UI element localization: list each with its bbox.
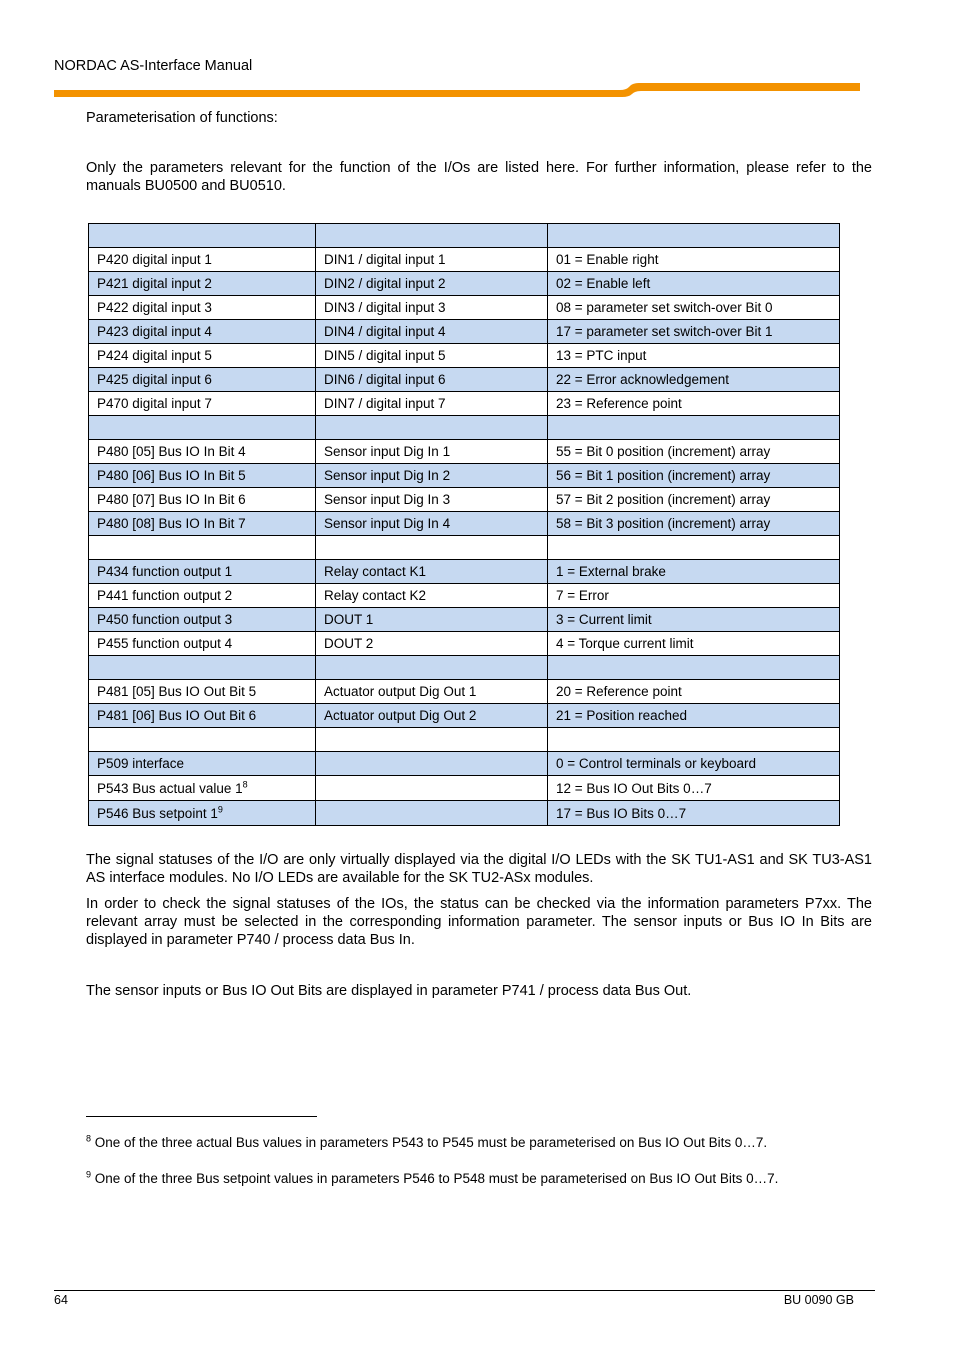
- cell-text: 12 = Bus IO Out Bits 0…7: [556, 780, 712, 796]
- table-row: [89, 656, 840, 680]
- page-number: 64: [54, 1293, 68, 1307]
- parameter-cell: [89, 560, 316, 584]
- table-row: [89, 704, 840, 728]
- table-row: [89, 392, 840, 416]
- setting-cell: [548, 440, 840, 464]
- bus-out-paragraph: The sensor inputs or Bus IO Out Bits are displayed in parameter P741 / process data Bus Out.: [86, 983, 692, 999]
- function-cell: [316, 608, 548, 632]
- parameter-cell: [89, 728, 316, 752]
- function-cell: [316, 488, 548, 512]
- parameter-cell: [89, 296, 316, 320]
- footnote-reference: 9: [217, 804, 223, 814]
- function-cell: [316, 584, 548, 608]
- parameter-cell: [89, 801, 316, 826]
- footnote-mark: 9: [86, 1169, 92, 1180]
- function-cell: [316, 632, 548, 656]
- function-cell: [316, 296, 548, 320]
- parameter-cell: [89, 656, 316, 680]
- cell-text: Actuator output Dig Out 1: [324, 684, 477, 699]
- table-row: [89, 584, 840, 608]
- setting-cell: [548, 536, 840, 560]
- cell-text: P480 [05] Bus IO In Bit 4: [97, 444, 246, 459]
- function-cell: [316, 512, 548, 536]
- parameter-cell: [89, 224, 316, 248]
- function-cell: [316, 272, 548, 296]
- cell-text: 56 = Bit 1 position (increment) array: [556, 468, 771, 483]
- cell-text: DIN7 / digital input 7: [324, 396, 446, 411]
- parameter-cell: [89, 272, 316, 296]
- parameter-cell: [89, 368, 316, 392]
- cell-text: 1 = External brake: [556, 564, 666, 579]
- table-row: [89, 368, 840, 392]
- cell-text: DOUT 1: [324, 612, 374, 627]
- table-row: [89, 416, 840, 440]
- cell-text: DIN5 / digital input 5: [324, 348, 446, 363]
- cell-text: P420 digital input 1: [97, 252, 212, 267]
- setting-cell: [548, 272, 840, 296]
- setting-cell: [548, 296, 840, 320]
- setting-cell: [548, 392, 840, 416]
- parameter-cell: [89, 488, 316, 512]
- table-row: [89, 680, 840, 704]
- cell-text: P441 function output 2: [97, 588, 233, 603]
- cell-text: P425 digital input 6: [97, 372, 212, 387]
- cell-text: 02 = Enable left: [556, 276, 651, 291]
- cell-text: P434 function output 1: [97, 564, 233, 579]
- parameter-cell: [89, 608, 316, 632]
- function-cell: [316, 224, 548, 248]
- table-row: [89, 320, 840, 344]
- function-cell: [316, 728, 548, 752]
- cell-text: Sensor input Dig In 1: [324, 444, 451, 459]
- cell-text: 7 = Error: [556, 588, 609, 603]
- parameter-cell: [89, 752, 316, 776]
- function-cell: [316, 801, 548, 826]
- setting-cell: [548, 560, 840, 584]
- parameter-cell: [89, 392, 316, 416]
- cell-text: P481 [06] Bus IO Out Bit 6: [97, 708, 257, 723]
- table-row: [89, 272, 840, 296]
- cell-text: DIN3 / digital input 3: [324, 300, 446, 315]
- cell-text: Actuator output Dig Out 2: [324, 708, 477, 723]
- cell-text: 3 = Current limit: [556, 612, 652, 627]
- parameter-cell: [89, 680, 316, 704]
- parameter-cell: [89, 344, 316, 368]
- cell-text: 0 = Control terminals or keyboard: [556, 756, 756, 771]
- cell-text: 58 = Bit 3 position (increment) array: [556, 516, 771, 531]
- parameter-cell: [89, 440, 316, 464]
- function-cell: [316, 464, 548, 488]
- cell-text: 21 = Position reached: [556, 708, 687, 723]
- cell-text: DOUT 2: [324, 636, 374, 651]
- cell-text: P423 digital input 4: [97, 324, 212, 339]
- function-cell: [316, 320, 548, 344]
- footnote-text: One of the three Bus setpoint values in parameters P546 to P548 must be parameterised on Bus IO Out Bits 0…7.: [94, 1171, 779, 1186]
- led-info-paragraph: The signal statuses of the I/O are only virtually displayed via the digital I/O LEDs with the SK TU1-AS1 and SK TU3-AS1 AS interface modules. No I/O LEDs are available for the SK TU2-ASx modules.: [86, 852, 872, 886]
- setting-cell: [548, 416, 840, 440]
- cell-text: Relay contact K2: [324, 588, 427, 603]
- cell-text: DIN4 / digital input 4: [324, 324, 446, 339]
- setting-cell: [548, 801, 840, 826]
- table-row: [89, 560, 840, 584]
- cell-text: P480 [08] Bus IO In Bit 7: [97, 516, 246, 531]
- parameter-cell: [89, 464, 316, 488]
- cell-text: P480 [07] Bus IO In Bit 6: [97, 492, 246, 507]
- cell-text: P543 Bus actual value 1: [97, 780, 243, 796]
- cell-text: P422 digital input 3: [97, 300, 212, 315]
- parameter-cell: [89, 512, 316, 536]
- cell-text: 22 = Error acknowledgement: [556, 372, 729, 387]
- cell-text: Sensor input Dig In 3: [324, 492, 451, 507]
- table-row: [89, 512, 840, 536]
- parameter-cell: [89, 776, 316, 801]
- footnote-8: [86, 1135, 767, 1150]
- setting-cell: [548, 512, 840, 536]
- parameter-cell: [89, 536, 316, 560]
- function-cell: [316, 656, 548, 680]
- setting-cell: [548, 464, 840, 488]
- cell-text: P481 [05] Bus IO Out Bit 5: [97, 684, 257, 699]
- footer-rule: [54, 1290, 875, 1291]
- setting-cell: [548, 728, 840, 752]
- cell-text: 17 = Bus IO Bits 0…7: [556, 805, 687, 821]
- footnote-separator: [86, 1116, 317, 1117]
- cell-text: DIN6 / digital input 6: [324, 372, 446, 387]
- setting-cell: [548, 248, 840, 272]
- cell-text: 13 = PTC input: [556, 348, 647, 363]
- setting-cell: [548, 488, 840, 512]
- function-cell: [316, 248, 548, 272]
- setting-cell: [548, 368, 840, 392]
- table-row: [89, 632, 840, 656]
- table-row: [89, 224, 840, 248]
- footnote-text: One of the three actual Bus values in parameters P543 to P545 must be parameterised on Bus IO Out Bits 0…7.: [94, 1135, 768, 1150]
- cell-text: DIN1 / digital input 1: [324, 252, 446, 267]
- parameter-cell: [89, 632, 316, 656]
- setting-cell: [548, 224, 840, 248]
- cell-text: DIN2 / digital input 2: [324, 276, 446, 291]
- cell-text: 55 = Bit 0 position (increment) array: [556, 444, 771, 459]
- function-cell: [316, 344, 548, 368]
- cell-text: 20 = Reference point: [556, 684, 682, 699]
- footnote-mark: 8: [86, 1133, 92, 1144]
- cell-text: 23 = Reference point: [556, 396, 682, 411]
- cell-text: Relay contact K1: [324, 564, 427, 579]
- cell-text: Sensor input Dig In 4: [324, 516, 451, 531]
- setting-cell: [548, 656, 840, 680]
- cell-text: P424 digital input 5: [97, 348, 212, 363]
- header-accent-bar: [54, 80, 860, 100]
- function-cell: [316, 752, 548, 776]
- section-heading: Parameterisation of functions:: [86, 110, 278, 126]
- table-row: [89, 440, 840, 464]
- function-cell: [316, 680, 548, 704]
- table-row: [89, 728, 840, 752]
- setting-cell: [548, 776, 840, 801]
- setting-cell: [548, 704, 840, 728]
- document-code: BU 0090 GB: [783, 1293, 854, 1307]
- parameter-cell: [89, 248, 316, 272]
- setting-cell: [548, 584, 840, 608]
- table-row: [89, 248, 840, 272]
- cell-text: P455 function output 4: [97, 636, 233, 651]
- setting-cell: [548, 608, 840, 632]
- parameter-cell: [89, 704, 316, 728]
- table-row: [89, 608, 840, 632]
- table-row: [89, 464, 840, 488]
- cell-text: P480 [06] Bus IO In Bit 5: [97, 468, 246, 483]
- manual-title: NORDAC AS-Interface Manual: [54, 58, 253, 74]
- function-cell: [316, 560, 548, 584]
- cell-text: Sensor input Dig In 2: [324, 468, 451, 483]
- setting-cell: [548, 752, 840, 776]
- parameter-cell: [89, 416, 316, 440]
- footnote-9: [86, 1171, 778, 1186]
- cell-text: P421 digital input 2: [97, 276, 212, 291]
- cell-text: 08 = parameter set switch-over Bit 0: [556, 300, 773, 315]
- setting-cell: [548, 632, 840, 656]
- cell-text: 57 = Bit 2 position (increment) array: [556, 492, 771, 507]
- function-cell: [316, 392, 548, 416]
- parameter-table: [88, 223, 840, 826]
- function-cell: [316, 368, 548, 392]
- function-cell: [316, 704, 548, 728]
- table-row: [89, 488, 840, 512]
- cell-text: 01 = Enable right: [556, 252, 659, 267]
- status-check-paragraph: In order to check the signal statuses of the IOs, the status can be checked via the information parameters P7xx. The relevant array must be selected in the corresponding information parameter. The sensor inputs or Bus IO In Bits are displayed in parameter P740 / process data Bus In.: [86, 896, 872, 948]
- parameter-cell: [89, 320, 316, 344]
- cell-text: P450 function output 3: [97, 612, 233, 627]
- table-row: [89, 752, 840, 776]
- setting-cell: [548, 320, 840, 344]
- cell-text: P470 digital input 7: [97, 396, 212, 411]
- cell-text: 17 = parameter set switch-over Bit 1: [556, 324, 773, 339]
- table-row: [89, 801, 840, 826]
- parameter-cell: [89, 584, 316, 608]
- table-row: [89, 344, 840, 368]
- function-cell: [316, 776, 548, 801]
- intro-paragraph: Only the parameters relevant for the function of the I/Os are listed here. For further information, please refer to the manuals BU0500 and BU0510.: [86, 160, 872, 194]
- setting-cell: [548, 680, 840, 704]
- table-row: [89, 536, 840, 560]
- function-cell: [316, 536, 548, 560]
- function-cell: [316, 416, 548, 440]
- footnote-reference: 8: [242, 779, 248, 789]
- table-row: [89, 296, 840, 320]
- table-row: [89, 776, 840, 801]
- cell-text: 4 = Torque current limit: [556, 636, 694, 651]
- setting-cell: [548, 344, 840, 368]
- cell-text: P546 Bus setpoint 1: [97, 805, 218, 821]
- function-cell: [316, 440, 548, 464]
- cell-text: P509 interface: [97, 756, 185, 771]
